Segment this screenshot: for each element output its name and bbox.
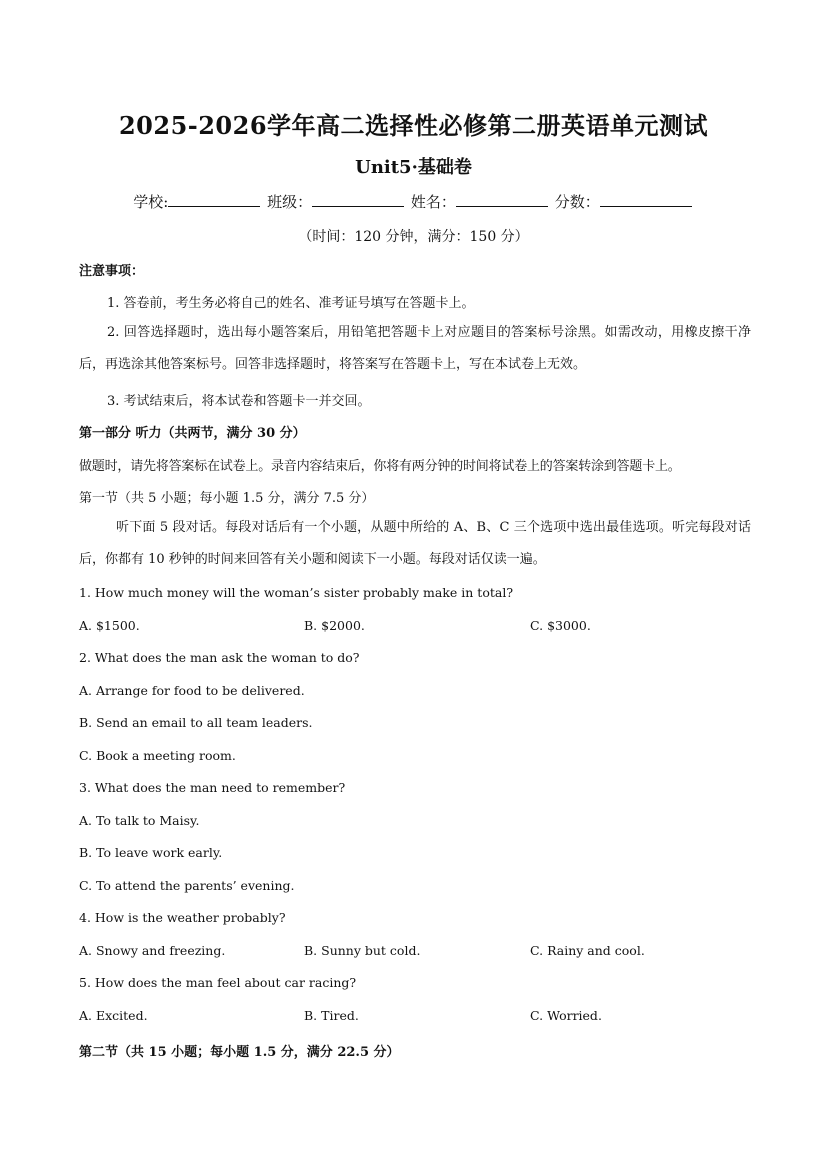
q1-option-c: C. $3000. [530,618,591,633]
name-blank [456,192,548,207]
q3-option-b: B. To leave work early. [79,845,223,860]
question-4: 4. How is the weather probably? [79,910,286,925]
q5-option-b: B. Tired. [304,1008,359,1023]
school-label: 学校: [133,193,169,211]
section1-heading: 第一节（共 5 小题；每小题 1.5 分，满分 7.5 分） [79,491,375,506]
notice-item: 3. 考试结束后，将本试卷和答题卡一并交回。 [107,394,371,409]
q4-option-a: A. Snowy and freezing. [79,943,226,958]
section2-heading: 第二节（共 15 小题；每小题 1.5 分，满分 22.5 分） [79,1045,400,1060]
q5-option-c: C. Worried. [530,1008,602,1023]
q2-option-a: A. Arrange for food to be delivered. [79,683,305,698]
question-2: 2. What does the man ask the woman to do? [79,650,360,665]
exam-title: 2025-2026学年高二选择性必修第二册英语单元测试 [118,111,709,140]
q4-option-c: C. Rainy and cool. [530,943,645,958]
time-info: （时间：120 分钟，满分：150 分） [298,229,529,245]
q3-option-c: C. To attend the parents’ evening. [79,878,295,893]
score-label: 分数： [554,193,600,211]
q1-option-b: B. $2000. [304,618,365,633]
name-label: 姓名： [410,193,456,211]
question-5: 5. How does the man feel about car racing? [79,975,357,990]
notice-item: 1. 答卷前，考生务必将自己的姓名、准考证号填写在答题卡上。 [107,296,475,311]
section1-instructions: 听下面 5 段对话。每段对话后有一个小题，从题中所给的 A、B、C 三个选项中选出最佳选项。听完每段对话后，你都有 10 秒钟的时间来回答有关小题和阅读下一小题。每段对话仅读一遍。 [79,520,751,567]
notice-item: 2. 回答选择题时，选出每小题答案后，用铅笔把答题卡上对应题目的答案标号涂黑。如需改动，用橡皮擦干净后，再选涂其他答案标号。回答非选择题时，将答案写在答题卡上，写在本试卷上无效。 [79,325,751,372]
student-info-line [0,191,827,212]
q4-option-b: B. Sunny but cold. [304,943,421,958]
score-blank [600,192,692,207]
part1-intro: 做题时，请先将答案标在试卷上。录音内容结束后，你将有两分钟的时间将试卷上的答案转涂到答题卡上。 [79,459,681,474]
q1-option-a: A. $1500. [79,618,140,633]
exam-subtitle: Unit5·基础卷 [355,157,472,178]
notice-heading: 注意事项： [79,264,145,279]
question-1: 1. How much money will the woman’s sister probably make in total? [79,585,514,600]
part1-heading: 第一部分 听力（共两节，满分 30 分） [79,426,306,441]
class-blank [312,192,404,207]
q5-option-a: A. Excited. [79,1008,148,1023]
class-label: 班级： [267,193,313,211]
question-3: 3. What does the man need to remember? [79,780,346,795]
school-blank [168,192,260,207]
q2-option-c: C. Book a meeting room. [79,748,236,763]
q3-option-a: A. To talk to Maisy. [79,813,200,828]
q2-option-b: B. Send an email to all team leaders. [79,715,313,730]
